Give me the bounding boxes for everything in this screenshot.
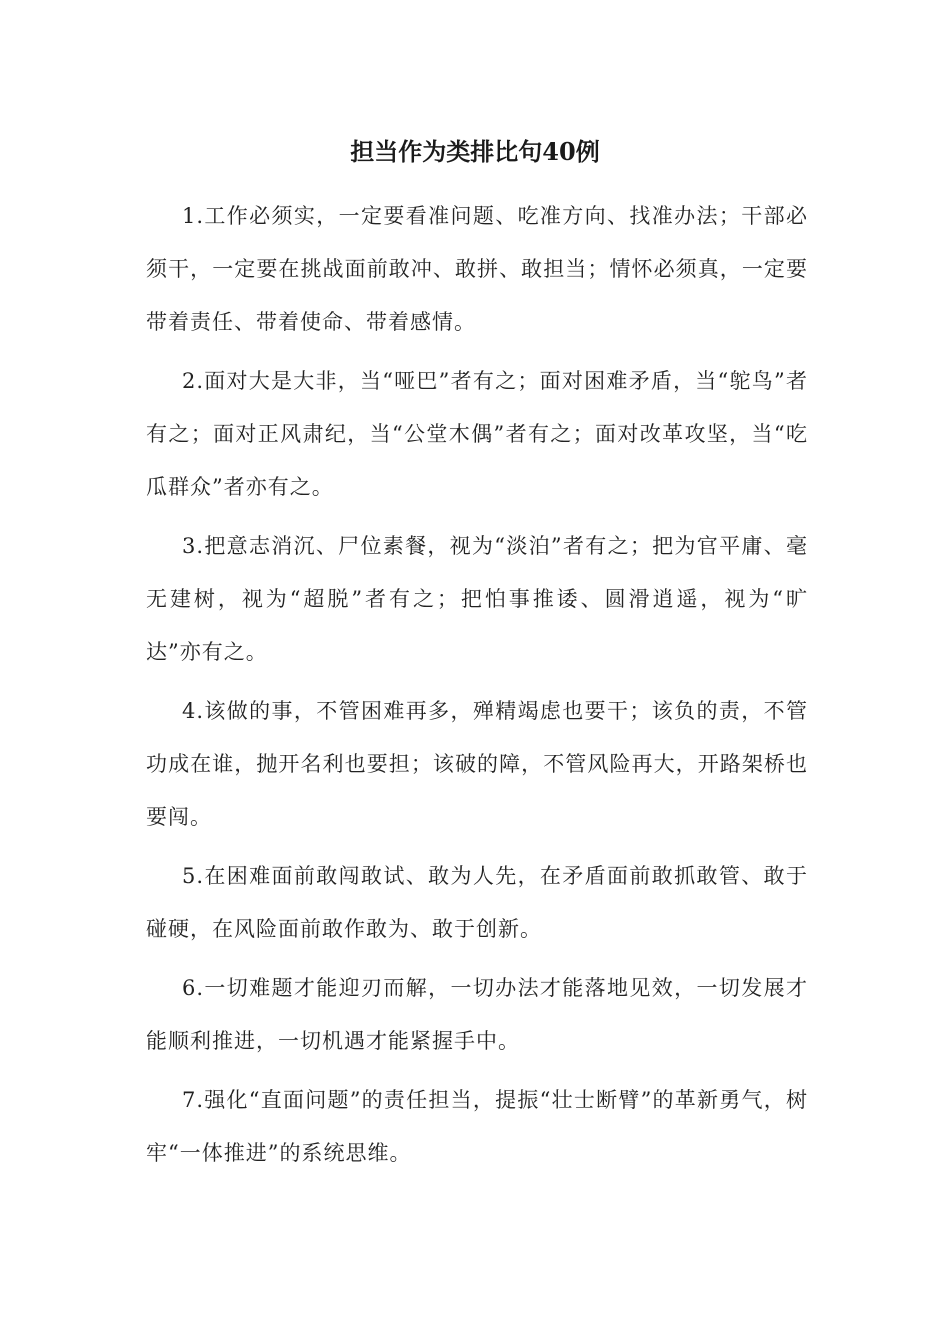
paragraph-6: 6.一切难题才能迎刃而解，一切办法才能落地见效，一切发展才能顺利推进，一切机遇才能紧握手中。 (146, 976, 808, 1053)
paragraph-1: 1.工作必须实，一定要看准问题、吃准方向、找准办法；干部必须干，一定要在挑战面前敢冲、敢拼、敢担当；情怀必须真，一定要带着责任、带着使命、带着感情。 (146, 204, 808, 334)
paragraph-2: 2.面对大是大非，当“哑巴”者有之；面对困难矛盾，当“鸵鸟”者有之；面对正风肃纪，当“公堂木偶”者有之；面对改革攻坚，当“吃瓜群众”者亦有之。 (146, 369, 808, 499)
document-body (146, 190, 808, 1186)
document-title: 担当作为类排比句40例 (350, 137, 600, 166)
paragraph-7: 7.强化“直面问题”的责任担当，提振“壮士断臂”的革新勇气，树牢“一体推进”的系统思维。 (146, 1088, 808, 1165)
paragraph-5: 5.在困难面前敢闯敢试、敢为人先，在矛盾面前敢抓敢管、敢于碰硬，在风险面前敢作敢为、敢于创新。 (146, 864, 808, 941)
paragraph-3: 3.把意志消沉、尸位素餐，视为“淡泊”者有之；把为官平庸、毫无建树，视为“超脱”者有之；把怕事推诿、圆滑逍遥，视为“旷达”亦有之。 (146, 534, 808, 664)
paragraph-4: 4.该做的事，不管困难再多，殚精竭虑也要干；该负的责，不管功成在谁，抛开名利也要担；该破的障，不管风险再大，开路架桥也要闯。 (146, 699, 808, 829)
